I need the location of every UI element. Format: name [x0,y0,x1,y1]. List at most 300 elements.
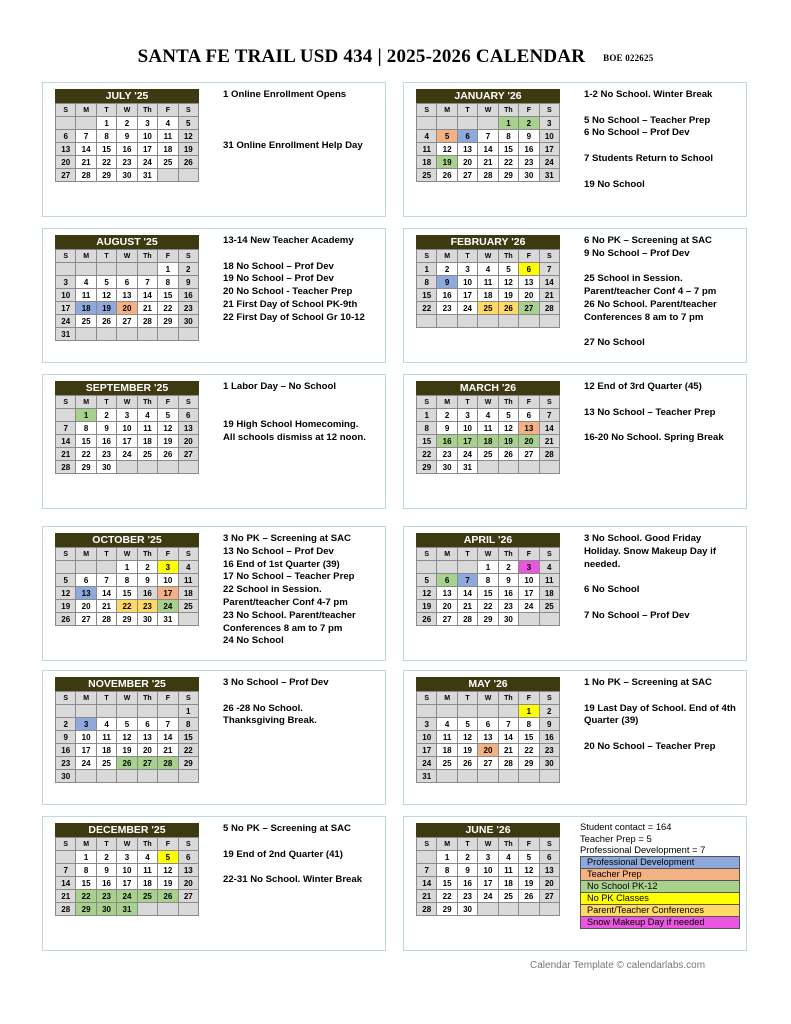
day-cell: 6 [179,409,199,422]
day-cell: 28 [540,448,560,461]
day-cell: 30 [458,903,478,916]
note-line [223,394,383,407]
weekday-header: S [417,548,437,561]
empty-cell [76,117,96,130]
day-cell: 19 [158,435,178,448]
day-cell: 23 [519,156,539,169]
empty-cell [478,770,498,783]
day-cell: 20 [519,435,539,448]
day-cell: 17 [417,744,437,757]
note-line: 17 No School – Teacher Prep [223,571,355,583]
day-cell: 12 [117,731,137,744]
note-line: 6 No School [584,584,640,596]
weekday-header: S [179,692,199,705]
day-cell: 27 [179,890,199,903]
month-notes [223,533,383,648]
day-cell: 26 [117,757,137,770]
day-cell: 7 [478,130,498,143]
day-cell: 8 [158,276,178,289]
note-line: 19 High School Homecoming. [223,419,359,431]
day-cell: 27 [540,890,560,903]
legend-item: Snow Makeup Day if needed [581,917,739,929]
day-cell: 28 [478,169,498,182]
day-cell: 20 [56,156,76,169]
day-cell: 5 [458,718,478,731]
day-cell: 1 [437,851,457,864]
month-notes [584,533,744,623]
weekday-header: S [56,396,76,409]
day-cell: 12 [458,731,478,744]
empty-cell [519,613,539,626]
month-days-grid [55,547,199,626]
month-card [403,82,747,217]
weekday-header: T [458,104,478,117]
weekday-header: W [478,250,498,263]
weekday-header: T [458,250,478,263]
month-notes [223,823,383,887]
weekday-header: W [117,692,137,705]
day-cell: 17 [540,143,560,156]
day-cell: 27 [138,757,158,770]
empty-cell [76,705,96,718]
weekday-header: W [478,396,498,409]
day-cell: 30 [97,461,117,474]
day-cell: 31 [158,613,178,626]
day-cell: 14 [56,877,76,890]
note-line: 5 No PK – Screening at SAC [223,823,351,834]
empty-cell [540,903,560,916]
day-cell: 11 [499,864,519,877]
month-header: FEBRUARY '26 [416,235,560,249]
month-table [416,381,560,474]
day-cell: 10 [458,276,478,289]
weekday-header: T [97,838,117,851]
day-cell: 10 [478,864,498,877]
note-line [584,140,744,153]
day-cell: 15 [478,587,498,600]
day-cell: 25 [138,890,158,903]
day-cell: 7 [76,130,96,143]
weekday-header: M [437,548,457,561]
empty-cell [97,328,117,341]
day-cell: 31 [417,770,437,783]
day-cell: 27 [179,448,199,461]
month-days-grid [55,837,199,916]
day-cell: 11 [138,422,158,435]
day-cell: 5 [417,574,437,587]
month-header: APRIL '26 [416,533,560,547]
empty-cell [117,263,137,276]
note-line [223,407,383,420]
day-cell: 2 [97,409,117,422]
day-cell: 5 [56,574,76,587]
weekday-header: T [97,692,117,705]
empty-cell [138,263,158,276]
day-cell: 5 [437,130,457,143]
day-cell: 8 [499,130,519,143]
day-cell: 19 [117,744,137,757]
day-cell: 5 [499,409,519,422]
empty-cell [458,315,478,328]
weekday-header: F [158,548,178,561]
day-cell: 27 [56,169,76,182]
empty-cell [138,328,158,341]
note-line: 16 End of 1st Quarter (39) [223,558,340,570]
note-line [584,419,744,432]
day-cell: 31 [56,328,76,341]
day-cell: 30 [437,461,457,474]
note-line [584,394,744,407]
day-cell: 15 [437,877,457,890]
day-cell: 27 [519,302,539,315]
day-cell: 3 [478,851,498,864]
note-line: Conferences 8 am to 7 pm [223,622,343,634]
weekday-header: S [417,250,437,263]
day-cell: 3 [158,561,178,574]
note-line: 6 No PK – Screening at SAC [584,235,712,246]
empty-cell [417,315,437,328]
day-cell: 27 [76,613,96,626]
day-cell: 24 [117,890,137,903]
day-cell: 21 [540,289,560,302]
note-line: 26 No School. Parent/teacher [584,298,717,310]
day-cell: 9 [179,276,199,289]
day-cell: 18 [499,877,519,890]
empty-cell [138,903,158,916]
day-cell: 8 [76,422,96,435]
day-cell: 25 [437,757,457,770]
day-cell: 26 [519,890,539,903]
day-cell: 21 [97,600,117,613]
note-line [223,127,383,140]
day-cell: 21 [56,448,76,461]
note-line: 13-14 New Teacher Academy [223,235,354,246]
day-cell: 26 [458,757,478,770]
day-cell: 22 [117,600,137,613]
month-card [42,816,386,951]
day-cell: 8 [117,574,137,587]
month-days-grid [416,691,560,783]
day-cell: 3 [417,718,437,731]
day-cell: 24 [56,315,76,328]
day-cell: 7 [138,276,158,289]
weekday-header: W [117,548,137,561]
empty-cell [117,770,137,783]
day-cell: 11 [76,289,96,302]
day-cell: 18 [138,435,158,448]
day-cell: 4 [478,409,498,422]
day-cell: 30 [97,903,117,916]
day-cell: 19 [179,143,199,156]
template-credit: Calendar Template © calendarlabs.com [530,960,706,971]
weekday-header: S [179,396,199,409]
day-cell: 15 [97,143,117,156]
day-cell: 9 [117,130,137,143]
weekday-header: S [56,838,76,851]
day-cell: 15 [76,877,96,890]
day-cell: 25 [158,156,178,169]
day-cell: 5 [117,718,137,731]
day-cell: 25 [499,890,519,903]
empty-cell [478,117,498,130]
weekday-header: T [458,548,478,561]
day-cell: 20 [540,877,560,890]
day-cell: 18 [179,587,199,600]
note-line: 13 No School – Teacher Prep [584,406,716,418]
weekday-header: Th [499,250,519,263]
weekday-header: M [437,250,457,263]
day-cell: 14 [478,143,498,156]
note-line: Conferences 8 am to 7 pm [584,311,704,323]
note-line [223,248,383,261]
month-notes [584,235,744,350]
day-cell: 20 [179,435,199,448]
day-cell: 30 [56,770,76,783]
month-table [55,235,199,341]
day-cell: 21 [138,302,158,315]
day-cell: 25 [97,757,117,770]
day-cell: 24 [138,156,158,169]
weekday-header: Th [499,548,519,561]
weekday-header: F [519,548,539,561]
month-days-grid [416,547,560,626]
day-cell: 29 [417,461,437,474]
day-cell: 16 [56,744,76,757]
day-cell: 12 [499,422,519,435]
day-cell: 11 [478,422,498,435]
day-cell: 14 [417,877,437,890]
day-cell: 15 [499,143,519,156]
day-cell: 31 [138,169,158,182]
empty-cell [499,705,519,718]
empty-cell [158,169,178,182]
day-cell: 19 [56,600,76,613]
day-cell: 13 [519,422,539,435]
empty-cell [97,705,117,718]
note-line [584,102,744,115]
note-line: 23 No School. Parent/teacher [223,609,356,621]
day-cell: 22 [519,744,539,757]
note-line: 1 Labor Day – No School [223,381,337,392]
day-cell: 18 [417,156,437,169]
weekday-header: F [519,396,539,409]
day-cell: 10 [56,289,76,302]
day-cell: 7 [158,718,178,731]
day-cell: 10 [417,731,437,744]
day-cell: 6 [179,851,199,864]
weekday-header: S [540,692,560,705]
day-cell: 3 [138,117,158,130]
day-cell: 12 [417,587,437,600]
day-cell: 18 [97,744,117,757]
month-table [416,235,560,328]
day-cell: 6 [540,851,560,864]
day-cell: 25 [478,448,498,461]
day-cell: 27 [437,613,457,626]
day-cell: 31 [458,461,478,474]
day-cell: 31 [117,903,137,916]
day-cell: 29 [97,169,117,182]
empty-cell [519,770,539,783]
month-card [42,82,386,217]
day-cell: 30 [138,613,158,626]
day-cell: 13 [437,587,457,600]
empty-cell [56,561,76,574]
day-cell: 21 [158,744,178,757]
note-line [584,597,744,610]
weekday-header: F [158,396,178,409]
day-cell: 2 [540,705,560,718]
note-line: Parent/teacher Conf 4-7 pm [223,596,348,608]
weekday-header: M [437,838,457,851]
day-cell: 16 [519,143,539,156]
day-cell: 13 [478,731,498,744]
day-cell: 1 [417,263,437,276]
day-cell: 27 [117,315,137,328]
day-cell: 24 [519,600,539,613]
month-header: JULY '25 [55,89,199,103]
day-cell: 20 [458,156,478,169]
day-cell: 4 [76,276,96,289]
empty-cell [437,561,457,574]
day-cell: 17 [76,744,96,757]
day-cell: 23 [97,448,117,461]
day-cell: 21 [540,435,560,448]
day-cell: 6 [138,718,158,731]
day-cell: 7 [97,574,117,587]
day-cell: 11 [138,864,158,877]
day-cell: 27 [458,169,478,182]
day-cell: 26 [158,448,178,461]
day-cell: 29 [76,461,96,474]
empty-cell [56,409,76,422]
day-cell: 14 [56,435,76,448]
weekday-header: S [540,104,560,117]
day-cell: 10 [117,422,137,435]
day-cell: 13 [458,143,478,156]
day-cell: 23 [437,302,457,315]
day-cell: 1 [76,409,96,422]
day-cell: 22 [417,448,437,461]
month-days-grid [55,395,199,474]
day-cell: 16 [117,143,137,156]
day-cell: 12 [179,130,199,143]
day-cell: 11 [97,731,117,744]
day-cell: 3 [117,409,137,422]
day-cell: 5 [519,851,539,864]
weekday-header: Th [499,692,519,705]
note-line: 6 No School – Prof Dev [584,127,690,139]
day-cell: 19 [519,877,539,890]
day-cell: 9 [499,574,519,587]
day-cell: 10 [117,864,137,877]
month-table [55,533,199,626]
day-cell: 26 [97,315,117,328]
empty-cell [499,903,519,916]
day-cell: 9 [56,731,76,744]
day-cell: 19 [97,302,117,315]
note-line: 22 School in Session. [223,584,322,596]
empty-cell [437,770,457,783]
page-title [0,46,791,68]
legend-item: Parent/Teacher Conferences [581,905,739,917]
day-cell: 8 [76,864,96,877]
day-cell: 9 [519,130,539,143]
day-cell: 30 [179,315,199,328]
empty-cell [499,770,519,783]
day-cell: 10 [158,574,178,587]
day-cell: 14 [499,731,519,744]
day-cell: 29 [179,757,199,770]
month-notes [223,381,383,445]
day-cell: 19 [417,600,437,613]
day-cell: 28 [540,302,560,315]
title-text: SANTA FE TRAIL USD 434 | 2025-2026 CALENDAR [137,46,586,67]
day-cell: 29 [117,613,137,626]
day-cell: 1 [478,561,498,574]
note-line: 3 No PK – Screening at SAC [223,533,351,544]
day-cell: 12 [499,276,519,289]
note-line [584,166,744,179]
day-cell: 23 [97,890,117,903]
empty-cell [458,770,478,783]
empty-cell [117,461,137,474]
weekday-header: T [458,692,478,705]
weekday-header: Th [138,838,158,851]
day-cell: 16 [179,289,199,302]
weekday-header: S [179,104,199,117]
day-cell: 29 [76,903,96,916]
day-cell: 12 [56,587,76,600]
month-card [403,374,747,509]
empty-cell [117,328,137,341]
day-cell: 3 [458,263,478,276]
day-cell: 12 [158,864,178,877]
day-cell: 4 [540,561,560,574]
day-cell: 4 [478,263,498,276]
summary-line: Student contact = 164 [580,821,672,832]
day-cell: 30 [540,757,560,770]
day-cell: 2 [56,718,76,731]
weekday-header: M [76,838,96,851]
day-cell: 11 [437,731,457,744]
empty-cell [540,315,560,328]
day-cell: 21 [499,744,519,757]
empty-cell [417,705,437,718]
day-cell: 8 [417,276,437,289]
month-table [55,677,199,783]
weekday-header: Th [138,250,158,263]
day-cell: 2 [97,851,117,864]
day-cell: 17 [56,302,76,315]
day-cell: 9 [97,864,117,877]
day-cell: 1 [97,117,117,130]
day-cell: 9 [138,574,158,587]
day-cell: 30 [117,169,137,182]
empty-cell [458,561,478,574]
weekday-header: S [56,692,76,705]
day-cell: 11 [158,130,178,143]
day-cell: 15 [179,731,199,744]
empty-cell [499,461,519,474]
day-cell: 22 [437,890,457,903]
day-cell: 13 [76,587,96,600]
empty-cell [158,903,178,916]
day-cell: 2 [437,263,457,276]
day-cell: 22 [76,890,96,903]
weekday-header: M [76,548,96,561]
day-cell: 22 [478,600,498,613]
